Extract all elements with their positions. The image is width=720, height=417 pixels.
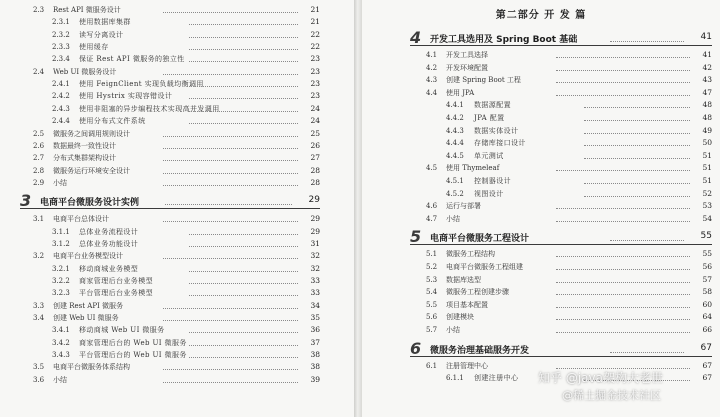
section-title: 使用缓存 (79, 43, 109, 52)
toc-subsection (52, 90, 320, 102)
toc-subsection (52, 287, 320, 299)
section-number: 4.4.2 (446, 114, 464, 122)
toc-section (426, 213, 712, 225)
toc-subsection (52, 41, 320, 53)
section-title: Web UI 微服务设计 (53, 67, 117, 76)
section-number: 3.4.3 (52, 351, 70, 360)
book-gutter (354, 0, 362, 417)
toc-subsection (52, 275, 320, 287)
section-page: 55 (702, 249, 712, 259)
section-title: 小结 (53, 375, 67, 384)
section-page: 22 (310, 29, 320, 39)
chapter-page: 67 (700, 342, 712, 353)
section-page: 43 (702, 75, 712, 85)
toc-section (426, 200, 712, 212)
section-title: 微服务运行环境安全设计 (53, 166, 130, 175)
section-number: 2.3.2 (52, 30, 70, 39)
section-number: 3.6 (33, 375, 45, 384)
toc-subsection (52, 324, 320, 336)
section-page: 36 (310, 325, 320, 335)
leader-dots (584, 145, 690, 146)
section-number: 5.6 (426, 313, 438, 322)
section-page: 34 (310, 300, 320, 310)
section-title: 视图设计 (474, 189, 504, 198)
section-page: 33 (310, 276, 320, 285)
toc-chapter (410, 30, 712, 48)
section-page: 51 (702, 150, 712, 160)
section-number: 2.3.4 (52, 55, 70, 64)
leader-dots (189, 98, 298, 99)
right-page (362, 0, 720, 417)
section-number: 3.1 (33, 215, 45, 224)
part-header: 第二部分 开 发 篇 (495, 10, 587, 21)
toc-section (426, 299, 712, 311)
leader-dots (163, 221, 298, 222)
leader-dots (189, 283, 298, 284)
section-page: 28 (310, 165, 320, 175)
leader-dots (163, 136, 298, 137)
section-page: 23 (310, 91, 320, 101)
section-page: 32 (310, 263, 320, 273)
section-title: 数据库选型 (446, 275, 481, 284)
toc-section (426, 324, 712, 336)
leader-dots (610, 352, 684, 353)
chapter-title: 电商平台微服务设计实例 (40, 198, 140, 209)
section-title: 电商平台微服务工程组建 (446, 263, 523, 271)
section-title: 使用 JPA (446, 88, 475, 97)
section-page: 23 (310, 79, 320, 89)
section-page: 67 (702, 360, 712, 370)
section-number: 4.5.1 (446, 177, 464, 185)
section-number: 5.4 (426, 288, 438, 297)
toc-section (33, 250, 320, 262)
leader-dots (163, 173, 298, 174)
section-number: 2.4.4 (52, 117, 70, 126)
section-number: 2.6 (33, 141, 45, 150)
section-number: 5.2 (426, 263, 438, 271)
section-title: 存储库接口设计 (474, 139, 526, 148)
chapter-page: 41 (700, 32, 712, 42)
section-title: 开发工具选择 (446, 51, 488, 59)
section-page: 25 (310, 128, 320, 138)
section-title: 使用 Hystrix 实现容错设计 (79, 92, 173, 101)
section-number: 2.3 (33, 6, 45, 14)
section-title: 创建 Rest API 微服务 (53, 301, 124, 310)
section-page: 57 (702, 274, 712, 284)
toc-section (426, 74, 712, 86)
leader-dots (584, 183, 690, 184)
section-title: 数据实体设计 (474, 126, 519, 135)
toc-section (426, 87, 712, 99)
section-page: 27 (310, 153, 320, 163)
section-number: 5.7 (426, 326, 438, 334)
toc-section (33, 66, 320, 78)
toc-section (426, 49, 712, 61)
toc-subsection (446, 175, 712, 187)
section-title: 总体业务流程设计 (79, 227, 139, 236)
chapter-number: 6 (410, 338, 422, 358)
section-title: 电商平台业务模型设计 (53, 252, 123, 261)
chapter-number: 4 (410, 28, 422, 47)
leader-dots (163, 369, 298, 370)
leader-dots (189, 111, 298, 112)
leader-dots (163, 308, 298, 309)
leader-dots (584, 158, 690, 159)
section-number: 6.1.1 (446, 374, 464, 383)
section-number: 3.2 (33, 252, 45, 261)
section-number: 3.3 (33, 301, 45, 310)
chapter-title: 开发工具选用及 Spring Boot 基础 (430, 35, 578, 45)
section-page: 38 (310, 350, 320, 360)
section-page: 51 (702, 163, 712, 173)
leader-dots (189, 246, 298, 247)
section-page: 50 (702, 138, 712, 148)
section-number: 3.2.2 (52, 277, 70, 285)
toc-subsection (52, 226, 320, 238)
section-title: 创建注册中心 (474, 374, 519, 383)
section-number: 4.4.3 (446, 126, 464, 135)
section-page: 56 (702, 262, 712, 271)
section-number: 3.2.1 (52, 264, 70, 273)
leader-dots (556, 82, 690, 83)
toc-section (33, 374, 320, 386)
section-title: 电商平台总体设计 (53, 215, 109, 224)
toc-section (426, 248, 712, 260)
leader-dots (189, 234, 298, 235)
section-number: 2.4 (33, 67, 45, 76)
toc-subsection (446, 125, 712, 137)
section-number: 5.5 (426, 300, 438, 309)
leader-dots (189, 61, 298, 62)
section-page: 31 (310, 238, 320, 248)
section-number: 4.4.5 (446, 151, 464, 160)
section-title: 微服务工程创建步骤 (446, 288, 509, 297)
section-title: 创建 Spring Boot 工程 (446, 76, 521, 85)
section-page: 60 (702, 299, 712, 309)
section-title: 保证 Rest API 微服务的独立性 (79, 55, 185, 64)
toc-section (33, 361, 320, 373)
section-page: 23 (310, 54, 320, 64)
leader-dots (556, 208, 690, 209)
leader-dots (556, 221, 690, 222)
chapter-underline (410, 244, 712, 245)
section-number: 2.3.3 (52, 43, 70, 52)
section-number: 6.1 (426, 361, 438, 370)
section-number: 4.5.2 (446, 189, 464, 198)
toc-subsection (52, 349, 320, 361)
toc-section (426, 286, 712, 298)
section-title: 小结 (446, 214, 460, 223)
leader-dots (189, 24, 298, 25)
toc-chapter (20, 193, 320, 211)
toc-subsection (52, 238, 320, 250)
section-number: 3.2.3 (52, 289, 70, 298)
toc-section (33, 213, 320, 225)
section-title: 平台管理后台业务模型 (79, 289, 153, 298)
section-title: 单元测试 (474, 151, 504, 160)
section-page: 23 (310, 66, 320, 76)
chapter-number: 3 (20, 191, 32, 211)
leader-dots (189, 357, 298, 358)
leader-dots (556, 319, 690, 320)
leader-dots (189, 332, 298, 333)
section-title: 注册管理中心 (446, 361, 488, 370)
section-number: 3.5 (33, 363, 45, 372)
section-number: 4.4.4 (446, 139, 464, 148)
leader-dots (163, 320, 298, 321)
leader-dots (610, 41, 684, 42)
section-page: 33 (310, 288, 320, 298)
toc-section (33, 300, 320, 312)
toc-subsection (52, 16, 320, 28)
leader-dots (584, 107, 690, 108)
section-title: 创建模块 (446, 313, 474, 322)
section-page: 64 (702, 312, 712, 322)
leader-dots (556, 170, 690, 171)
leader-dots (610, 240, 684, 241)
leader-dots (556, 332, 690, 333)
section-title: 使用 Thymeleaf (446, 164, 500, 173)
toc-subsection (52, 78, 320, 90)
toc-subsection (52, 29, 320, 41)
section-number: 3.4.1 (52, 326, 70, 335)
section-page: 42 (702, 62, 712, 72)
section-number: 3.1.2 (52, 239, 70, 248)
section-page: 52 (702, 188, 712, 198)
chapter-underline (410, 45, 712, 46)
section-number: 3.4 (33, 314, 45, 323)
section-page: 29 (310, 214, 320, 224)
section-page: 48 (702, 113, 712, 122)
leader-dots (556, 95, 690, 96)
toc-section (33, 165, 320, 177)
section-title: 开发环境配置 (446, 63, 488, 72)
toc-section (426, 274, 712, 286)
section-page: 37 (310, 337, 320, 347)
section-number: 3.4.2 (52, 338, 70, 347)
toc-subsection (52, 337, 320, 349)
section-page: 41 (702, 50, 712, 59)
leader-dots (163, 258, 298, 259)
section-page: 21 (310, 5, 320, 14)
section-title: 数据最终一致性设计 (53, 141, 116, 150)
section-title: 商家管理后台的 Web UI 微服务 (79, 338, 187, 347)
toc-section (426, 62, 712, 74)
toc-section (426, 311, 712, 323)
watermark-juejin: @稀土掘金技术社区 (562, 389, 661, 402)
section-page: 26 (310, 140, 320, 150)
toc-subsection (52, 263, 320, 275)
section-page: 38 (310, 362, 320, 372)
section-title: 运行与部署 (446, 202, 481, 211)
section-page: 66 (702, 325, 712, 334)
section-title: 移动商城 Web UI 微服务 (79, 326, 165, 335)
section-page: 21 (310, 17, 320, 27)
section-number: 2.4.2 (52, 92, 70, 101)
leader-dots (556, 294, 690, 295)
toc-subsection (446, 99, 712, 111)
watermark-zhihu: 知乎 @java架构大老世 (538, 371, 663, 385)
leader-dots (189, 86, 298, 87)
section-page: 58 (702, 287, 712, 297)
section-number: 2.7 (33, 154, 45, 163)
leader-dots (189, 49, 298, 50)
section-page: 48 (702, 100, 712, 110)
section-title: 移动商城业务模型 (79, 264, 139, 273)
section-number: 4.1 (426, 51, 438, 59)
section-title: Rest API 微服务设计 (53, 6, 121, 14)
section-page: 67 (702, 373, 712, 383)
section-title: 使用 FeignClient 实现负载均衡调用 (79, 80, 204, 89)
section-number: 4.3 (426, 76, 438, 85)
section-title: 数据源配置 (474, 101, 511, 110)
section-title: 使用分布式文件系统 (79, 117, 146, 126)
section-number: 5.3 (426, 275, 438, 284)
section-number: 4.5 (426, 164, 438, 173)
toc-section (33, 312, 320, 324)
section-number: 4.6 (426, 202, 438, 211)
leader-dots (163, 185, 298, 186)
leader-dots (556, 57, 690, 58)
leader-dots (556, 256, 690, 257)
section-number: 2.4.1 (52, 80, 70, 89)
section-title: 小结 (446, 326, 460, 334)
chapter-underline (20, 208, 320, 209)
section-title: 小结 (53, 178, 67, 187)
section-title: 总体业务功能设计 (79, 239, 139, 248)
section-title: 控制器设计 (474, 177, 511, 185)
leader-dots (556, 269, 690, 270)
toc-section (33, 177, 320, 189)
toc-chapter (410, 338, 712, 359)
leader-dots (163, 74, 298, 75)
toc-section (33, 128, 320, 140)
leader-dots (556, 307, 690, 308)
leader-dots (189, 123, 298, 124)
section-number: 4.4.1 (446, 101, 464, 110)
section-page: 22 (310, 42, 320, 52)
section-number: 2.5 (33, 129, 45, 138)
leader-dots (189, 37, 298, 38)
leader-dots (189, 295, 298, 296)
section-page: 24 (310, 103, 320, 113)
leader-dots (584, 196, 690, 197)
section-page: 47 (702, 87, 712, 97)
chapter-page: 29 (308, 195, 320, 206)
section-title: 使用非阻塞的异步编程技术实现高并发调用 (79, 104, 220, 113)
leader-dots (189, 271, 298, 272)
toc-section (33, 140, 320, 152)
section-page: 39 (310, 374, 320, 384)
section-page: 51 (702, 176, 712, 185)
toc-section (426, 162, 712, 174)
toc-subsection (52, 103, 320, 115)
section-page: 35 (310, 313, 320, 323)
left-page (0, 0, 354, 417)
toc-section (426, 261, 712, 273)
toc-subsection (446, 188, 712, 200)
toc-section (33, 152, 320, 164)
section-page: 53 (702, 201, 712, 211)
section-number: 2.3.1 (52, 18, 70, 27)
section-number: 3.1.1 (52, 227, 70, 236)
section-title: 使用数据库集群 (79, 18, 131, 27)
toc-subsection (446, 112, 712, 124)
section-page: 49 (702, 125, 712, 135)
leader-dots (584, 120, 690, 121)
chapter-title: 微服务治理基础服务开发 (430, 345, 530, 356)
section-title: 读写分离设计 (79, 30, 124, 39)
section-number: 2.4.3 (52, 104, 70, 113)
leader-dots (556, 282, 690, 283)
section-number: 5.1 (426, 250, 438, 259)
section-page: 54 (702, 213, 712, 223)
chapter-page: 55 (700, 231, 712, 242)
section-title: 微服务工程结构 (446, 250, 495, 259)
leader-dots (163, 160, 298, 161)
toc-subsection (446, 150, 712, 162)
section-title: 电商平台微服务体系结构 (53, 363, 130, 372)
chapter-underline (410, 356, 712, 357)
section-title: JPA 配置 (474, 114, 505, 122)
leader-dots (584, 133, 690, 134)
toc-chapter (410, 229, 712, 247)
toc-subsection (52, 115, 320, 127)
section-page: 24 (310, 116, 320, 126)
toc-subsection (446, 137, 712, 149)
section-page: 32 (310, 251, 320, 261)
section-title: 项目基本配置 (446, 300, 488, 309)
leader-dots (163, 382, 298, 383)
section-number: 2.8 (33, 166, 45, 175)
section-number: 4.4 (426, 88, 438, 97)
leader-dots (163, 148, 298, 149)
chapter-number: 5 (410, 227, 422, 247)
section-number: 4.7 (426, 214, 438, 223)
toc-subsection (52, 53, 320, 65)
chapter-title: 电商平台微服务工程设计 (430, 234, 530, 245)
section-title: 分布式集群架构设计 (53, 154, 116, 163)
section-number: 4.2 (426, 63, 438, 72)
section-page: 29 (310, 226, 320, 236)
section-title: 平台管理后台的 Web UI 微服务 (79, 351, 187, 360)
section-title: 微服务之间调用规则设计 (53, 129, 130, 138)
section-number: 2.9 (33, 178, 45, 187)
leader-dots (165, 204, 292, 205)
section-title: 商家管理后台业务模型 (79, 277, 153, 285)
leader-dots (556, 70, 690, 71)
toc-section (33, 4, 320, 16)
leader-dots (163, 12, 298, 13)
leader-dots (189, 345, 298, 346)
section-title: 创建 Web UI 微服务 (53, 314, 119, 323)
section-page: 28 (310, 177, 320, 187)
